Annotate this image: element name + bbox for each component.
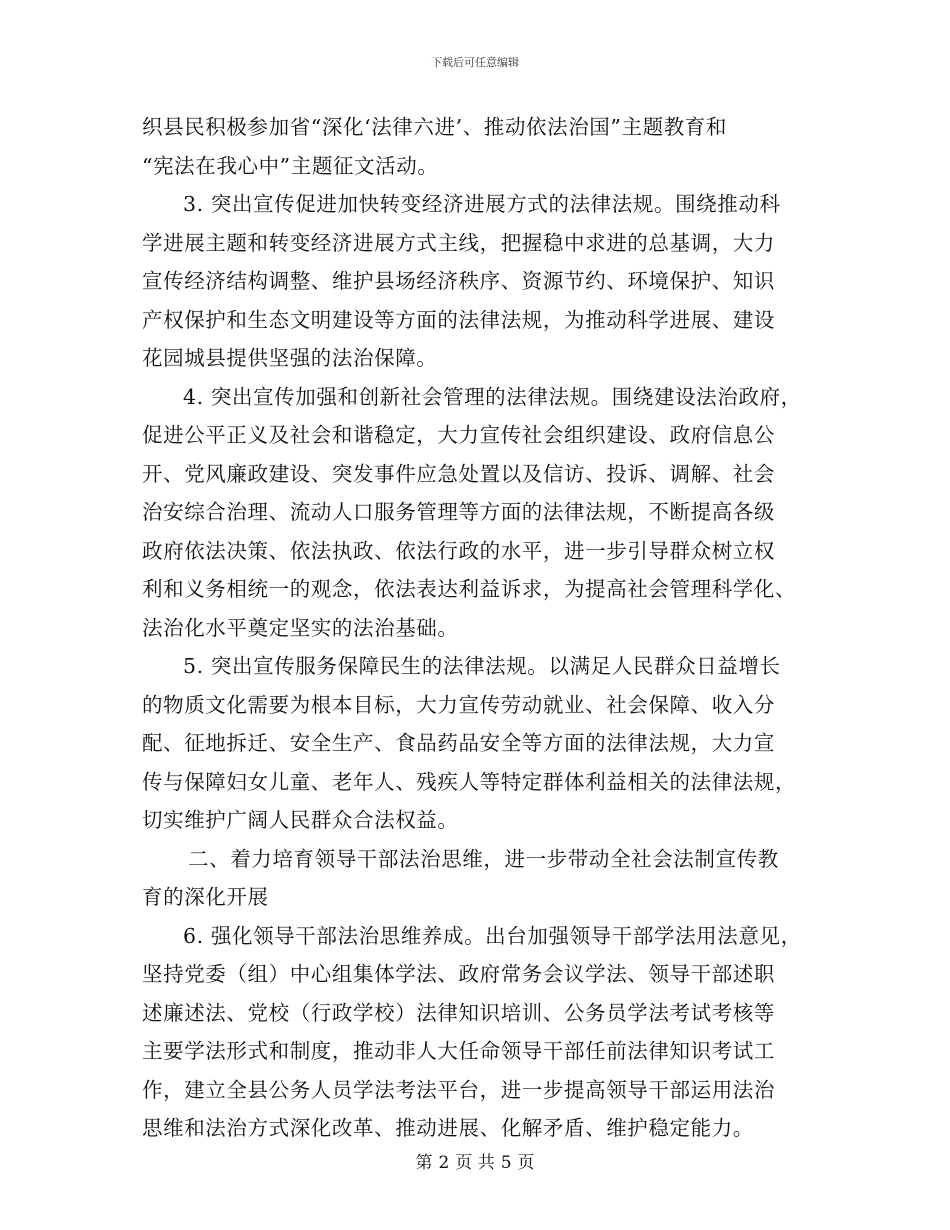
paragraph-item-6 — [142, 917, 810, 1148]
page-label-middle: 页 共 — [455, 1153, 495, 1173]
page-header-note: 下载后可任意编辑 — [431, 56, 519, 69]
text-line: 治安综合治理、流动人口服务管理等方面的法律法规，不断提高各级 — [142, 500, 775, 524]
section-heading-2 — [142, 840, 810, 917]
text-line: 织县民积极参加省“深化‘法律六进’、推动依法治国”主题教育和 — [142, 115, 727, 139]
text-line: 利和义务相统一的观念，依法表达利益诉求，为提高社会管理科学化、 — [142, 577, 797, 601]
text-line: 法治化水平奠定坚实的法治基础。 — [142, 615, 459, 640]
text-line: 花园城县提供坚强的法治保障。 — [142, 346, 438, 370]
text-line: 述廉述法、党校（行政学校）法律知识培训、公务员学法考试考核等 — [142, 1000, 775, 1025]
text-line: 学进展主题和转变经济进展方式主线，把握稳中求进的总基调，大力 — [142, 230, 775, 255]
current-page-number: 2 — [438, 1153, 450, 1173]
text-line: 3. 突出宣传促进加快转变经济进展方式的法律法规。围绕推动科 — [183, 192, 781, 216]
page-number-footer — [0, 1152, 950, 1174]
page-label-prefix: 第 — [415, 1153, 433, 1173]
text-line: 6. 强化领导干部法治思维养成。出台加强领导干部学法用法意见， — [183, 923, 802, 948]
heading-line: 育的深化开展 — [142, 885, 269, 909]
text-line: 坚持党委（组）中心组集体学法、政府常务会议学法、领导干部述职 — [142, 962, 775, 986]
text-line: 传与保障妇女儿童、老年人、残疾人等特定群体利益相关的法律法规， — [142, 769, 797, 794]
text-line: 产权保护和生态文明建设等方面的法律法规，为推动科学进展、建设 — [142, 307, 775, 332]
heading-line: 二、着力培育领导干部法治思维，进一步带动全社会法制宣传教 — [188, 846, 779, 871]
text-line: 5. 突出宣传服务保障民生的法律法规。以满足人民群众日益增长 — [183, 654, 781, 678]
text-line: 4. 突出宣传加强和创新社会管理的法律法规。围绕建设法治政府， — [183, 384, 802, 409]
text-line: 配、征地拆迁、安全生产、食品药品安全等方面的法律法规，大力宣 — [142, 731, 775, 755]
paragraph-item-4 — [142, 378, 810, 648]
document-body — [142, 108, 810, 1148]
text-line: “宪法在我心中”主题征文活动。 — [142, 153, 439, 178]
paragraph-item-3 — [142, 185, 810, 378]
text-line: 开、党风廉政建设、突发事件应急处置以及信访、投诉、调解、社会 — [142, 461, 775, 486]
page-label-suffix: 页 — [517, 1153, 535, 1173]
text-line: 主要学法形式和制度，推动非人大任命领导干部任前法律知识考试工 — [142, 1039, 775, 1063]
text-line: 宣传经济结构调整、维护县场经济秩序、资源节约、环境保护、知识 — [142, 269, 775, 293]
text-line: 政府依法决策、依法执政、依法行政的水平，进一步引导群众树立权 — [142, 538, 775, 563]
paragraph-continuation — [142, 108, 810, 185]
text-line: 促进公平正义及社会和谐稳定，大力宣传社会组织建设、政府信息公 — [142, 423, 775, 447]
text-line: 作，建立全县公务人员学法考法平台，进一步提高领导干部运用法治 — [142, 1077, 775, 1102]
text-line: 思维和法治方式深化改革、推动进展、化解矛盾、维护稳定能力。 — [142, 1116, 754, 1140]
paragraph-item-5 — [142, 647, 810, 840]
text-line: 的物质文化需要为根本目标，大力宣传劳动就业、社会保障、收入分 — [142, 692, 775, 717]
text-line: 切实维护广阔人民群众合法权益。 — [142, 808, 459, 832]
total-page-number: 5 — [500, 1153, 512, 1173]
